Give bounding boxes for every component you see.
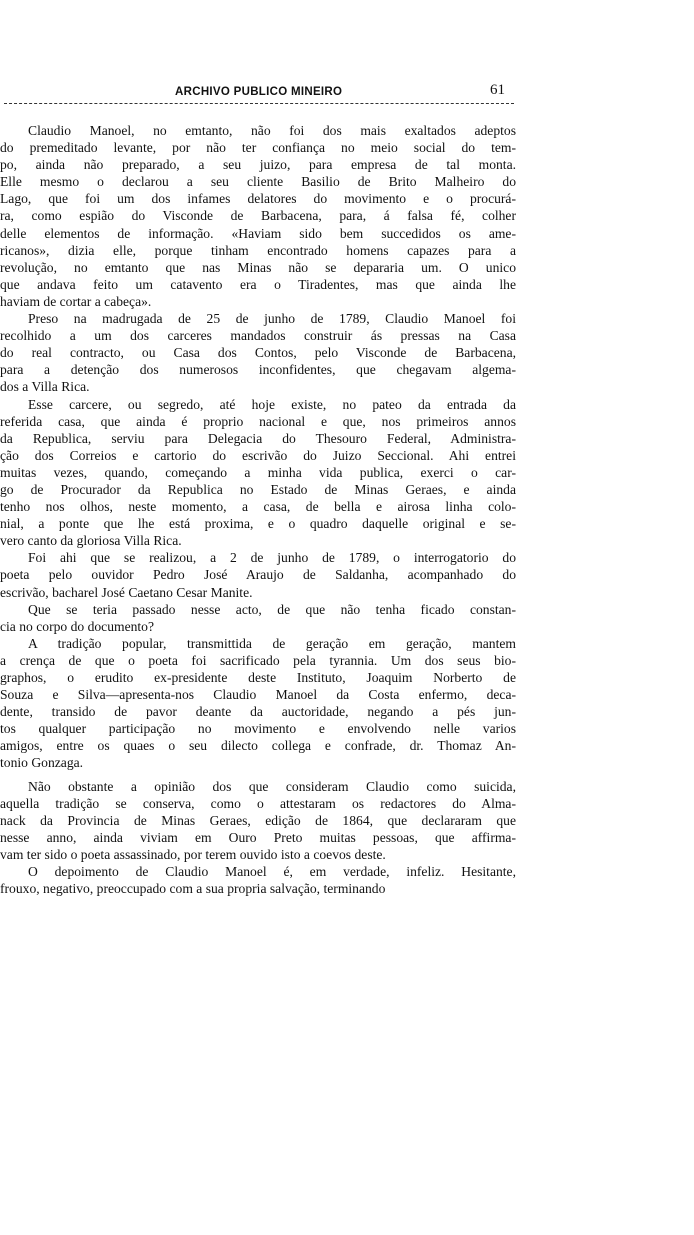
text-line: frouxo, negativo, preoccupado com a sua propria salvação, terminando [0, 881, 386, 897]
paragraph [0, 778, 516, 863]
paragraph [0, 635, 516, 772]
paragraph [0, 310, 516, 395]
text-line: Souza e Silva—apresenta-nos Claudio Manoel da Costa enfermo, deca- [0, 687, 516, 703]
text-line: do premeditado levante, por não ter confiança no meio social do tem- [0, 140, 516, 156]
text-line: haviam de cortar a cabeça». [0, 293, 152, 309]
text-line: dos a Villa Rica. [0, 379, 90, 395]
text-line: ção dos Correios e cartorio do escrivão do Juizo Seccional. Ahi entrei [0, 447, 516, 463]
text-line: revolução, no emtanto que nas Minas não se depararia um. O unico [0, 259, 516, 275]
text-line: ra, como espião do Visconde de Barbacena, para, á falsa fé, colher [0, 208, 516, 224]
text-line: referida casa, que ainda é proprio nacional e que, nos primeiros annos [0, 413, 516, 429]
text-line: Elle mesmo o declarou a seu cliente Basilio de Brito Malheiro do [0, 174, 516, 190]
text-line: a crença de que o poeta foi sacrificado pela tyrannia. Um dos seus bio- [0, 652, 516, 668]
page-number: 61 [490, 82, 505, 98]
text-line: Preso na madrugada de 25 de junho de 1789, Claudio Manoel foi [28, 311, 516, 327]
running-title: ARCHIVO PUBLICO MINEIRO [175, 86, 343, 98]
text-line: do real contracto, ou Casa dos Contos, pelo Visconde de Barbacena, [0, 345, 516, 361]
text-line: muitas vezes, quando, começando a minha vida publica, exerci o car- [0, 464, 516, 480]
text-line: nesse anno, ainda viviam em Ouro Preto muitas pessoas, que affirma- [0, 829, 516, 845]
text-line: para a detenção dos numerosos inconfidentes, que chegavam algema- [0, 362, 516, 378]
paragraph [0, 122, 516, 310]
page-header [0, 82, 560, 102]
paragraph [0, 549, 516, 600]
paragraph [0, 601, 516, 635]
text-line: escrivão, bacharel José Caetano Cesar Manite. [0, 584, 253, 600]
body-text [0, 122, 516, 897]
paragraph [0, 863, 516, 897]
text-line: Foi ahi que se realizou, a 2 de junho de 1789, o interrogatorio do [28, 550, 516, 566]
text-line: tonio Gonzaga. [0, 755, 84, 771]
text-line: Lago, que foi um dos infames delatores do movimento e o procurá- [0, 191, 516, 207]
text-line: vero canto da gloriosa Villa Rica. [0, 533, 182, 549]
text-line: poeta pelo ouvidor Pedro José Araujo de Saldanha, acompanhado do [0, 567, 516, 583]
text-line: vam ter sido o poeta assassinado, por terem ouvido isto a coevos deste. [0, 846, 386, 862]
text-line: Esse carcere, ou segredo, até hoje existe, no pateo da entrada da [28, 396, 516, 412]
text-line: A tradição popular, transmittida de geração em geração, mantem [28, 635, 516, 651]
text-line: dente, transido de pavor deante da auctoridade, negando a pés jun- [0, 704, 516, 720]
text-line: recolhido a um dos carceres mandados construir ás pressas na Casa [0, 328, 516, 344]
text-line: amigos, entre os quaes o seu dilecto collega e confrade, dr. Thomaz An- [0, 738, 516, 754]
text-line: que andava feito um catavento era o Tiradentes, mas que ainda lhe [0, 276, 516, 292]
text-line: Não obstante a opinião dos que consideram Claudio como suicida, [28, 778, 516, 794]
text-line: O depoimento de Claudio Manoel é, em verdade, infeliz. Hesitante, [28, 864, 516, 880]
text-line: da Republica, serviu para Delegacia do Thesouro Federal, Administra- [0, 430, 516, 446]
text-line: ricanos», dizia elle, porque tinham encontrado homens capazes para a [0, 242, 516, 258]
text-line: tenho nos olhos, neste momento, a casa, de bella e airosa linha colo- [0, 499, 516, 515]
text-line: aquella tradição se conserva, como o attestaram os redactores do Alma- [0, 795, 516, 811]
text-line: graphos, o erudito ex-presidente deste Instituto, Joaquim Norberto de [0, 670, 516, 685]
header-rule [4, 103, 514, 104]
text-line: cia no corpo do documento? [0, 618, 155, 634]
text-line: nack da Provincia de Minas Geraes, edição de 1864, que declararam que [0, 812, 516, 828]
text-line: tos qualquer participação no movimento e envolvendo nelle varios [0, 721, 516, 737]
text-line: po, ainda não preparado, a seu juizo, para empresa de tal monta. [0, 157, 516, 173]
text-line: delle elementos de informação. «Haviam sido bem succedidos os ame- [0, 225, 516, 241]
text-line: Que se teria passado nesse acto, de que não tenha ficado constan- [28, 601, 516, 617]
text-line: go de Procurador da Republica no Estado de Minas Geraes, e ainda [0, 481, 516, 497]
text-line: nial, a ponte que lhe está proxima, e o quadro daquelle original e se- [0, 516, 516, 532]
text-line: Claudio Manoel, no emtanto, não foi dos mais exaltados adeptos [28, 123, 516, 138]
paragraph [0, 396, 516, 550]
